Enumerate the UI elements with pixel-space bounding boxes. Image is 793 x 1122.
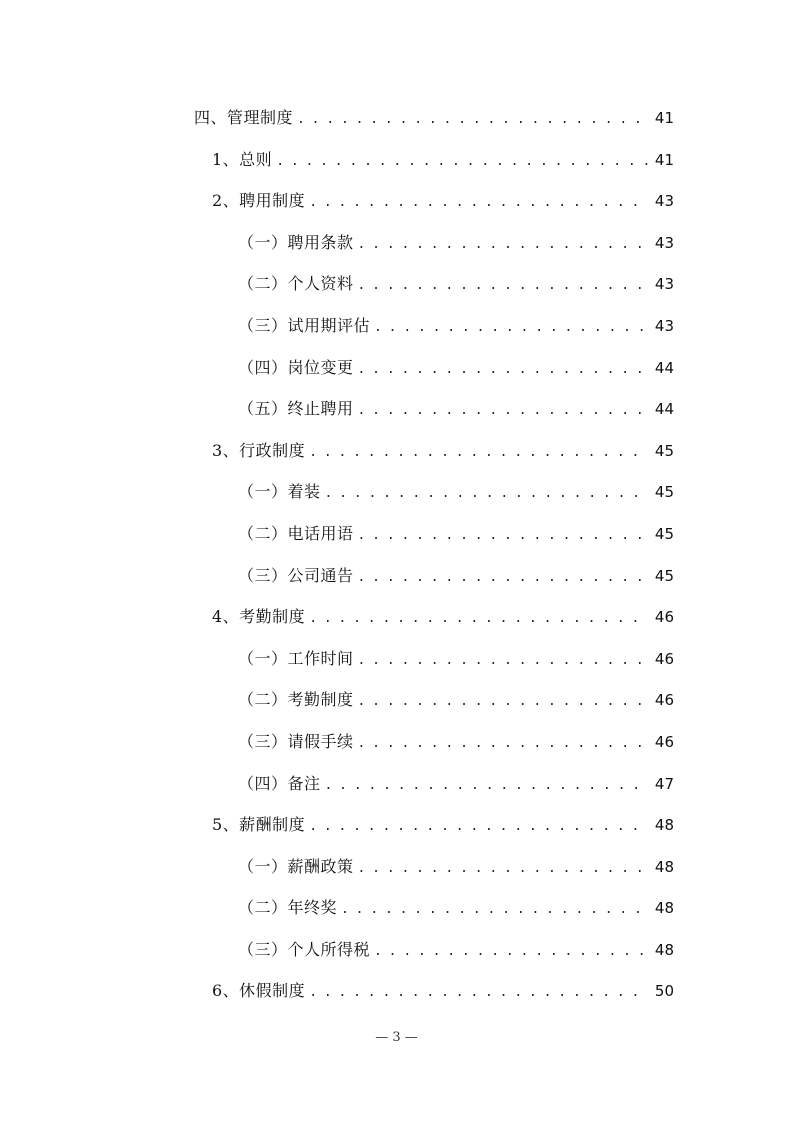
toc-entry[interactable]	[194, 513, 674, 555]
toc-entry[interactable]	[194, 679, 674, 721]
toc-entry-title: 6、休假制度	[212, 981, 306, 1001]
toc-entry[interactable]	[194, 763, 674, 805]
dot-leader	[276, 141, 648, 183]
toc-page-number: 43	[654, 192, 674, 211]
toc-entry[interactable]	[194, 222, 674, 264]
toc-entry[interactable]	[194, 180, 674, 222]
toc-entry-title: （二）年终奖	[238, 898, 338, 918]
dot-leader	[297, 99, 648, 141]
dot-leader	[358, 349, 648, 391]
toc-entry-title: 4、考勤制度	[212, 607, 306, 627]
toc-entry-title: 2、聘用制度	[212, 191, 306, 211]
toc-entry[interactable]	[194, 139, 674, 181]
toc-page-number: 45	[654, 524, 674, 543]
toc-page-number: 45	[654, 483, 674, 502]
toc-page-number: 48	[654, 816, 674, 835]
toc-entry[interactable]	[194, 638, 674, 680]
toc-entry-title: （五）终止聘用	[238, 399, 354, 419]
toc-entry[interactable]	[194, 97, 674, 139]
toc-entry-title: （四）岗位变更	[238, 357, 354, 377]
toc-entry[interactable]	[194, 388, 674, 430]
toc-entry[interactable]	[194, 929, 674, 971]
dot-leader	[325, 473, 648, 515]
toc-page-number: 48	[654, 899, 674, 918]
toc-page-number: 44	[654, 400, 674, 419]
toc-entry[interactable]	[194, 804, 674, 846]
toc-entry-title: 四、管理制度	[194, 108, 294, 127]
toc-entry-title: （一）薪酬政策	[238, 856, 354, 876]
toc-entry[interactable]	[194, 347, 674, 389]
dot-leader	[358, 640, 648, 682]
dot-leader	[309, 806, 648, 848]
toc-page-number: 46	[654, 691, 674, 710]
toc-entry[interactable]	[194, 305, 674, 347]
dot-leader	[325, 765, 648, 807]
dot-leader	[358, 265, 648, 307]
toc-entry-title: （一）聘用条款	[238, 232, 354, 252]
dot-leader	[358, 515, 648, 557]
toc-page-number: 45	[654, 441, 674, 460]
dot-leader	[358, 224, 648, 266]
toc-entry-title: （一）着装	[238, 482, 321, 502]
dot-leader	[309, 432, 648, 474]
toc-entry[interactable]	[194, 846, 674, 888]
toc-entry-title: （二）个人资料	[238, 274, 354, 294]
toc-page-number: 41	[654, 109, 674, 127]
toc-page-number: 48	[654, 857, 674, 876]
toc-entry-title: （三）个人所得税	[238, 939, 371, 959]
toc-page-number: 44	[654, 358, 674, 377]
toc-page-number: 45	[654, 566, 674, 585]
toc-page-number: 48	[654, 940, 674, 959]
toc-entry-title: （一）工作时间	[238, 648, 354, 668]
dot-leader	[309, 182, 648, 224]
toc-entry-title: 3、行政制度	[212, 440, 306, 460]
dot-leader	[309, 972, 648, 1014]
toc-entry[interactable]	[194, 471, 674, 513]
toc-page-number: 50	[654, 982, 674, 1001]
toc-page-number: 47	[654, 774, 674, 793]
toc-entry-title: 1、总则	[212, 149, 273, 169]
dot-leader	[358, 681, 648, 723]
toc-entry-title: 5、薪酬制度	[212, 815, 306, 835]
toc-entry[interactable]	[194, 263, 674, 305]
dot-leader	[358, 723, 648, 765]
toc-page-number: 43	[654, 275, 674, 294]
toc-page-number: 46	[654, 649, 674, 668]
toc-page-number: 43	[654, 233, 674, 252]
dot-leader	[341, 889, 648, 931]
toc-entry-title: （二）考勤制度	[238, 690, 354, 710]
table-of-contents	[194, 97, 674, 1012]
toc-entry-title: （二）电话用语	[238, 523, 354, 543]
toc-page-number: 41	[654, 150, 674, 169]
toc-entry-title: （三）试用期评估	[238, 315, 371, 335]
dot-leader	[358, 557, 648, 599]
dot-leader	[358, 390, 648, 432]
toc-entry[interactable]	[194, 596, 674, 638]
dot-leader	[374, 931, 648, 973]
toc-entry-title: （三）公司通告	[238, 565, 354, 585]
toc-page-number: 46	[654, 608, 674, 627]
toc-entry[interactable]	[194, 970, 674, 1012]
dot-leader	[358, 848, 648, 890]
dot-leader	[374, 307, 648, 349]
toc-entry[interactable]	[194, 555, 674, 597]
toc-entry-title: （三）请假手续	[238, 731, 354, 751]
toc-entry[interactable]	[194, 887, 674, 929]
toc-entry[interactable]	[194, 721, 674, 763]
toc-page-number: 43	[654, 316, 674, 335]
page-number-footer: — 3 —	[375, 1030, 418, 1045]
toc-entry[interactable]	[194, 430, 674, 472]
toc-entry-title: （四）备注	[238, 773, 321, 793]
dot-leader	[309, 598, 648, 640]
toc-page-number: 46	[654, 732, 674, 751]
